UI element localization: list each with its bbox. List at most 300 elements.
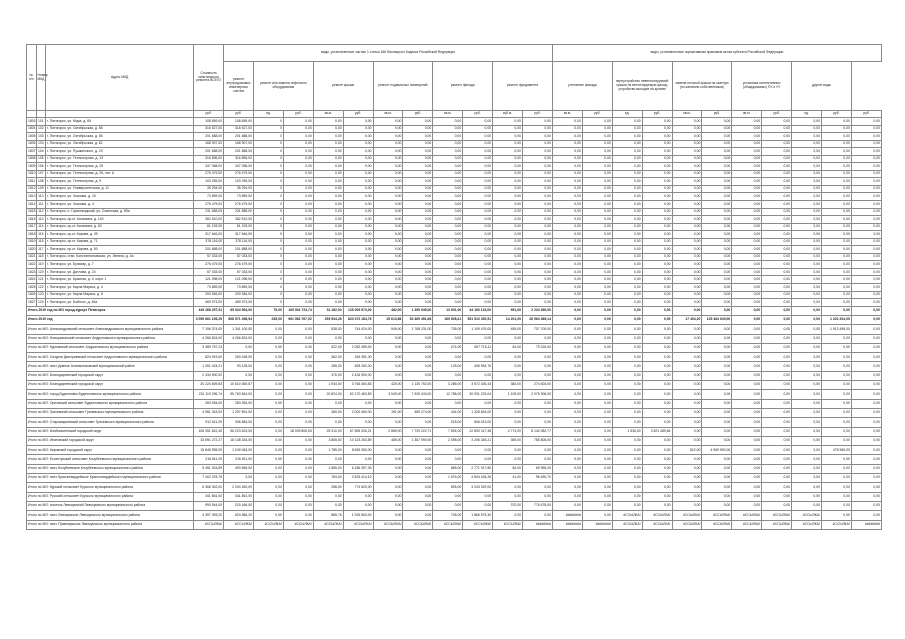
total-value-cell: 0,00 bbox=[552, 343, 582, 352]
total-value-cell: 0,00 bbox=[373, 399, 403, 408]
total-value-cell: 0,00 bbox=[732, 436, 762, 445]
value-cell: 0,00 bbox=[792, 231, 822, 239]
total-value-cell: 14 201,00 bbox=[493, 315, 523, 324]
total-value-cell: 0,00 bbox=[851, 390, 881, 399]
total-value-cell: 0,00 bbox=[552, 418, 582, 427]
unit-cell: руб. bbox=[582, 111, 612, 118]
total-value-cell: 0,00 bbox=[253, 343, 283, 352]
value-cell: 0,00 bbox=[523, 133, 553, 141]
value-cell: 0,00 bbox=[732, 216, 762, 224]
unit-cell: ед. bbox=[253, 111, 283, 118]
total-value-cell: 7 196 374,00 bbox=[194, 325, 224, 334]
total-value-cell: 0,00 bbox=[523, 399, 553, 408]
value-cell: 0,00 bbox=[283, 118, 313, 126]
value-cell: 0,00 bbox=[552, 185, 582, 193]
total-value-cell: 0,00 bbox=[732, 427, 762, 436]
total-value-cell: 0,00 bbox=[821, 408, 851, 417]
total-value-cell: 0,00 bbox=[732, 306, 762, 315]
total-value-cell: 0,00 bbox=[851, 427, 881, 436]
header-foundation: ремонт фундамента bbox=[493, 62, 553, 111]
total-value-cell: #ССЫЛКА! bbox=[821, 520, 851, 529]
value-cell: 0,00 bbox=[702, 170, 732, 178]
value-cell: 0,00 bbox=[582, 163, 612, 171]
value-cell: 0,00 bbox=[523, 125, 553, 133]
total-cost-cell: 57 033,00 bbox=[194, 268, 224, 276]
total-value-cell: 808 571 498,94 bbox=[224, 315, 254, 324]
value-cell: 0,00 bbox=[433, 201, 463, 209]
value-cell: 0,00 bbox=[582, 178, 612, 186]
total-value-cell: 0,00 bbox=[702, 334, 732, 343]
total-value-cell: 0,00 bbox=[224, 474, 254, 483]
value-cell: 0,00 bbox=[343, 163, 373, 171]
row-number: 1818 bbox=[27, 231, 37, 239]
value-cell: 0,00 bbox=[762, 125, 792, 133]
value-cell: 0,00 bbox=[851, 140, 881, 148]
value-cell: 0,00 bbox=[403, 118, 433, 126]
value-cell: 0,00 bbox=[403, 163, 433, 171]
total-value-cell: 341 861,00 bbox=[224, 492, 254, 501]
value-cell: 0,00 bbox=[343, 193, 373, 201]
value-cell: 0,00 bbox=[672, 261, 702, 269]
value-cell: 0,00 bbox=[283, 216, 313, 224]
total-value-cell: 0,00 bbox=[433, 501, 463, 510]
total-cost-cell: 73 859,00 bbox=[194, 193, 224, 201]
total-value-cell: 0,00 bbox=[821, 390, 851, 399]
total-value-cell: 2 204 450,00 bbox=[224, 483, 254, 492]
total-value-cell: 69 924 994,00 bbox=[224, 306, 254, 315]
total-value-cell: 0,00 bbox=[612, 399, 642, 408]
total-value-cell: 0,00 bbox=[851, 315, 881, 324]
total-value-cell: 0,00 bbox=[702, 483, 732, 492]
building-address: г. Пятигорск, ул. Теплосерная, д. 25 bbox=[46, 163, 194, 171]
value-cell: 0,00 bbox=[732, 276, 762, 284]
value-cell: 0,00 bbox=[732, 223, 762, 231]
value-cell: 0,00 bbox=[283, 178, 313, 186]
total-value-cell: 0,00 bbox=[373, 474, 403, 483]
total-value-cell: 0,00 bbox=[523, 418, 553, 427]
value-cell: 0,00 bbox=[821, 238, 851, 246]
total-value-cell: 0,00 bbox=[821, 399, 851, 408]
total-value-cell: 0,00 bbox=[582, 381, 612, 390]
total-value-cell: 489 274,00 bbox=[403, 408, 433, 417]
total-value-cell: 705,00 bbox=[433, 511, 463, 520]
total-value-cell: 0,00 bbox=[762, 436, 792, 445]
value-cell: 0,00 bbox=[672, 284, 702, 292]
value-cell: 0,00 bbox=[463, 276, 493, 284]
value-cell: 0,00 bbox=[523, 284, 553, 292]
total-value-cell: 0,00 bbox=[732, 399, 762, 408]
total-value-cell: 3 766 464,83 bbox=[343, 381, 373, 390]
total-value-cell: 824 519,00 bbox=[194, 353, 224, 362]
value-cell: 0,00 bbox=[821, 155, 851, 163]
total-row bbox=[27, 390, 882, 399]
value-cell: 0,00 bbox=[552, 118, 582, 126]
value-cell: 0,00 bbox=[732, 118, 762, 126]
building-address: г. Пятигорск, ул. Университетская, д. 11 bbox=[46, 185, 194, 193]
total-value-cell: 603 856,20 bbox=[224, 511, 254, 520]
value-cell: 0,00 bbox=[642, 155, 672, 163]
value-cell: 0,00 bbox=[373, 118, 403, 126]
value-cell: 0,00 bbox=[762, 253, 792, 261]
header-basement: ремонт подвальных помещений bbox=[373, 62, 433, 111]
total-value-cell: 0,00 bbox=[343, 399, 373, 408]
value-cell: 0,00 bbox=[702, 140, 732, 148]
total-value-cell: 44 160 123,00 bbox=[463, 306, 493, 315]
total-value-cell: 478 965,00 bbox=[821, 446, 851, 455]
total-value-cell: 1 926 563,00 bbox=[343, 511, 373, 520]
value-cell: 0,00 bbox=[582, 170, 612, 178]
value-cell: 0,00 bbox=[851, 299, 881, 307]
total-value-cell: 0,00 bbox=[672, 418, 702, 427]
value-cell: 0,00 bbox=[851, 231, 881, 239]
value-cell: 0,00 bbox=[762, 284, 792, 292]
value-cell: 0,00 bbox=[403, 291, 433, 299]
value-cell: 0,00 bbox=[403, 216, 433, 224]
value-cell: 0,00 bbox=[762, 118, 792, 126]
value-cell: 0,00 bbox=[403, 284, 433, 292]
total-value-cell: 0,00 bbox=[582, 325, 612, 334]
value-cell: 0,00 bbox=[552, 223, 582, 231]
value-cell: 0,00 bbox=[582, 216, 612, 224]
building-address: г. Пятигорск, пр-кт. Кирова, д. 50 bbox=[46, 246, 194, 254]
value-cell: 0,00 bbox=[821, 223, 851, 231]
total-value-cell: #ССЫЛКА! bbox=[672, 511, 702, 520]
value-cell: 0 bbox=[253, 118, 283, 126]
value-cell: 0,00 bbox=[403, 140, 433, 148]
building-address: г. Пятигорск, ул. Октябрьская, д. 58 bbox=[46, 125, 194, 133]
value-cell: 0 bbox=[253, 253, 283, 261]
total-value-cell: 0,00 bbox=[762, 343, 792, 352]
total-label: Итого по МО: село Дивное Апанасенковский муниципальный район bbox=[27, 362, 194, 371]
value-cell: 0,00 bbox=[582, 238, 612, 246]
value-cell: 0,00 bbox=[313, 291, 343, 299]
internal-systems-cell: 316 896,00 bbox=[224, 155, 254, 163]
value-cell: 0,00 bbox=[523, 178, 553, 186]
total-value-cell: ######## bbox=[552, 520, 582, 529]
table-row bbox=[27, 208, 882, 216]
total-value-cell: 4 266 824,00 bbox=[224, 334, 254, 343]
value-cell: 0,00 bbox=[792, 163, 822, 171]
total-rows bbox=[27, 306, 882, 529]
table-row bbox=[27, 193, 882, 201]
value-cell: 0,00 bbox=[313, 178, 343, 186]
total-value-cell: 0,00 bbox=[642, 390, 672, 399]
value-cell: 0,00 bbox=[283, 246, 313, 254]
value-cell: 0,00 bbox=[373, 216, 403, 224]
building-address: г. Пятигорск, пр-кт. Калинина, д. 143 bbox=[46, 216, 194, 224]
value-cell: 0,00 bbox=[612, 246, 642, 254]
value-cell: 0,00 bbox=[821, 284, 851, 292]
total-value-cell: 2 434 900,00 bbox=[343, 371, 373, 380]
value-cell: 0,00 bbox=[403, 155, 433, 163]
total-value-cell: 0,00 bbox=[582, 427, 612, 436]
total-value-cell: 0,00 bbox=[642, 343, 672, 352]
value-cell: 0,00 bbox=[493, 231, 523, 239]
total-value-cell: 0,00 bbox=[403, 343, 433, 352]
value-cell: 0,00 bbox=[403, 238, 433, 246]
total-value-cell: 0,00 bbox=[762, 408, 792, 417]
total-value-cell: 0,00 bbox=[792, 418, 822, 427]
value-cell: 0,00 bbox=[642, 276, 672, 284]
value-cell: 0,00 bbox=[642, 193, 672, 201]
total-value-cell: #ССЫЛКА! bbox=[792, 520, 822, 529]
total-value-cell: 1 109 476,00 bbox=[463, 325, 493, 334]
value-cell: 0,00 bbox=[313, 163, 343, 171]
value-cell: 0,00 bbox=[702, 118, 732, 126]
building-number: 123 bbox=[36, 291, 46, 299]
value-cell: 0,00 bbox=[552, 125, 582, 133]
table-row bbox=[27, 291, 882, 299]
total-value-cell: 0,00 bbox=[433, 399, 463, 408]
value-cell: 0,00 bbox=[313, 208, 343, 216]
internal-systems-cell: 81 193,00 bbox=[224, 223, 254, 231]
value-cell: 0,00 bbox=[313, 148, 343, 156]
total-label: Итого по МО: Курсавский сельсовет Андроповского муниципального района bbox=[27, 343, 194, 352]
total-value-cell: 0,00 bbox=[851, 362, 881, 371]
total-row bbox=[27, 315, 882, 324]
total-value-cell: 0,00 bbox=[702, 381, 732, 390]
total-value-cell: 0,00 bbox=[792, 353, 822, 362]
total-value-cell: 0,00 bbox=[493, 446, 523, 455]
total-value-cell: 0,00 bbox=[253, 436, 283, 445]
total-value-cell: 20 224 609,83 bbox=[194, 381, 224, 390]
total-value-cell: 0,00 bbox=[373, 464, 403, 473]
value-cell: 0,00 bbox=[343, 185, 373, 193]
total-value-cell: 0,00 bbox=[642, 353, 672, 362]
internal-systems-cell: 316 527,00 bbox=[224, 125, 254, 133]
building-number: 124 bbox=[36, 299, 46, 307]
total-value-cell: 0,00 bbox=[642, 492, 672, 501]
value-cell: 0,00 bbox=[493, 268, 523, 276]
total-value-cell: 0,00 bbox=[582, 455, 612, 464]
total-value-cell: #ССЫЛКА! bbox=[433, 520, 463, 529]
total-value-cell: 0,00 bbox=[463, 446, 493, 455]
value-cell: 0,00 bbox=[612, 193, 642, 201]
total-value-cell: #ССЫЛКА! bbox=[373, 520, 403, 529]
total-value-cell: 0,00 bbox=[493, 334, 523, 343]
total-value-cell: ######## bbox=[523, 520, 553, 529]
value-cell: 0,00 bbox=[851, 238, 881, 246]
value-cell: 0,00 bbox=[403, 201, 433, 209]
value-cell: 0,00 bbox=[373, 163, 403, 171]
value-cell: 0,00 bbox=[373, 125, 403, 133]
total-value-cell: 0,00 bbox=[582, 353, 612, 362]
building-address: г. Пятигорск, ул. Бульвар, д. 7 bbox=[46, 261, 194, 269]
value-cell: 0,00 bbox=[283, 155, 313, 163]
value-cell: 0,00 bbox=[612, 133, 642, 141]
row-number: 1815 bbox=[27, 208, 37, 216]
internal-systems-cell: 57 033,00 bbox=[224, 268, 254, 276]
total-value-cell: 0,00 bbox=[582, 511, 612, 520]
total-value-cell: ######## bbox=[851, 520, 881, 529]
value-cell: 0,00 bbox=[851, 133, 881, 141]
total-value-cell: 606 013,00 bbox=[463, 418, 493, 427]
value-cell: 0,00 bbox=[732, 140, 762, 148]
total-value-cell: 0,00 bbox=[253, 474, 283, 483]
value-cell: 0,00 bbox=[373, 201, 403, 209]
total-value-cell: #ССЫЛКА! bbox=[672, 520, 702, 529]
table-row bbox=[27, 253, 882, 261]
header-facade-insulation: утепление фасада bbox=[552, 62, 612, 111]
total-value-cell: 3 865,00 bbox=[313, 436, 343, 445]
total-label: Итого по МО: Ессентукский сельсовет Кочубеевского муниципального района bbox=[27, 455, 194, 464]
total-value-cell: 0,00 bbox=[612, 418, 642, 427]
total-value-cell: 0,00 bbox=[493, 492, 523, 501]
total-value-cell: 18 138 334,00 bbox=[224, 436, 254, 445]
value-cell: 0,00 bbox=[702, 268, 732, 276]
value-cell: 0,00 bbox=[792, 261, 822, 269]
total-value-cell: 0,00 bbox=[642, 371, 672, 380]
total-value-cell: #ССЫЛКА! bbox=[343, 520, 373, 529]
total-value-cell: #ССЫЛКА! bbox=[313, 520, 343, 529]
value-cell: 0,00 bbox=[463, 238, 493, 246]
total-value-cell: 0,00 bbox=[612, 464, 642, 473]
value-cell: 0,00 bbox=[582, 291, 612, 299]
total-value-cell: 0,00 bbox=[253, 492, 283, 501]
building-number: 104 bbox=[36, 148, 46, 156]
total-value-cell: 0,00 bbox=[403, 501, 433, 510]
total-value-cell: 0,00 bbox=[582, 474, 612, 483]
total-value-cell: 0,00 bbox=[283, 501, 313, 510]
total-value-cell: 0,00 bbox=[702, 353, 732, 362]
total-value-cell: 0,00 bbox=[851, 446, 881, 455]
total-value-cell: 0,00 bbox=[253, 455, 283, 464]
value-cell: 0,00 bbox=[762, 216, 792, 224]
value-cell: 0,00 bbox=[762, 299, 792, 307]
total-value-cell: 0,00 bbox=[642, 455, 672, 464]
value-cell: 0,00 bbox=[463, 148, 493, 156]
value-cell: 0,00 bbox=[463, 163, 493, 171]
value-cell: 0,00 bbox=[732, 291, 762, 299]
value-cell: 0,00 bbox=[523, 231, 553, 239]
total-value-cell: 0,00 bbox=[612, 483, 642, 492]
value-cell: 0,00 bbox=[552, 284, 582, 292]
value-cell: 0,00 bbox=[313, 125, 343, 133]
unit-cell: руб. bbox=[194, 111, 224, 118]
value-cell: 0,00 bbox=[642, 261, 672, 269]
value-cell: 0,00 bbox=[283, 276, 313, 284]
value-cell: 0,00 bbox=[642, 253, 672, 261]
value-cell: 0,00 bbox=[373, 261, 403, 269]
total-value-cell: 805,00 bbox=[433, 483, 463, 492]
total-value-cell: 4 397 393,20 bbox=[194, 511, 224, 520]
total-row bbox=[27, 334, 882, 343]
total-value-cell: 0,00 bbox=[672, 483, 702, 492]
value-cell: 0,00 bbox=[463, 284, 493, 292]
value-cell: 0 bbox=[253, 261, 283, 269]
total-value-cell: 0,00 bbox=[851, 464, 881, 473]
building-address: г. Пятигорск, ул. Карла Маркса, д. 4 bbox=[46, 284, 194, 292]
total-value-cell: #ССЫЛКА! bbox=[642, 520, 672, 529]
value-cell: 0,00 bbox=[851, 291, 881, 299]
total-value-cell: 0,00 bbox=[403, 371, 433, 380]
value-cell: 0,00 bbox=[672, 185, 702, 193]
value-cell: 0,00 bbox=[403, 193, 433, 201]
building-rows bbox=[27, 118, 882, 307]
building-address: г. Пятигорск, пр-кт. Кирова, д. 71 bbox=[46, 238, 194, 246]
total-value-cell: 0,00 bbox=[851, 408, 881, 417]
total-value-cell: 18 039 806,53 bbox=[283, 427, 313, 436]
value-cell: 0,00 bbox=[283, 208, 313, 216]
total-value-cell: 0,00 bbox=[792, 343, 822, 352]
total-value-cell: 283 054,00 bbox=[224, 399, 254, 408]
total-value-cell: 0,00 bbox=[642, 306, 672, 315]
total-value-cell: 41,00 bbox=[493, 474, 523, 483]
total-value-cell: 69 995,20 bbox=[523, 464, 553, 473]
total-value-cell: 0,00 bbox=[762, 315, 792, 324]
value-cell: 0,00 bbox=[642, 170, 672, 178]
building-number: 101 bbox=[36, 118, 46, 126]
total-value-cell: 0,00 bbox=[283, 371, 313, 380]
total-row bbox=[27, 343, 882, 352]
unit-cell: руб. bbox=[762, 111, 792, 118]
total-row bbox=[27, 371, 882, 380]
total-value-cell: #ССЫЛКА! bbox=[792, 511, 822, 520]
value-cell: 0,00 bbox=[732, 125, 762, 133]
value-cell: 0,00 bbox=[642, 163, 672, 171]
total-value-cell: 0,00 bbox=[792, 390, 822, 399]
total-value-cell: 0,00 bbox=[792, 334, 822, 343]
value-cell: 0,00 bbox=[433, 231, 463, 239]
value-cell: 0,00 bbox=[792, 170, 822, 178]
value-cell: 0,00 bbox=[821, 268, 851, 276]
value-cell: 0,00 bbox=[283, 125, 313, 133]
total-cost-cell: 316 896,00 bbox=[194, 155, 224, 163]
building-number: 107 bbox=[36, 170, 46, 178]
total-value-cell: 0,00 bbox=[672, 464, 702, 473]
total-value-cell: 0,00 bbox=[493, 399, 523, 408]
value-cell: 0,00 bbox=[582, 208, 612, 216]
total-value-cell: 0,00 bbox=[642, 399, 672, 408]
value-cell: 0,00 bbox=[493, 125, 523, 133]
total-value-cell: 0,00 bbox=[523, 492, 553, 501]
total-value-cell: 0,00 bbox=[253, 381, 283, 390]
units-row bbox=[27, 111, 882, 118]
value-cell: 0,00 bbox=[821, 208, 851, 216]
total-value-cell: 0,00 bbox=[821, 455, 851, 464]
total-value-cell: 0,00 bbox=[732, 474, 762, 483]
total-value-cell: 231 119 296,74 bbox=[194, 390, 224, 399]
total-value-cell: 0,00 bbox=[253, 483, 283, 492]
value-cell: 0 bbox=[253, 185, 283, 193]
value-cell: 0,00 bbox=[851, 148, 881, 156]
building-number: 112 bbox=[36, 208, 46, 216]
total-cost-cell: 201 688,00 bbox=[194, 148, 224, 156]
internal-systems-cell: 382 510,00 bbox=[224, 216, 254, 224]
value-cell: 0,00 bbox=[433, 208, 463, 216]
value-cell: 0,00 bbox=[343, 253, 373, 261]
total-value-cell: 1 934,00 bbox=[313, 381, 343, 390]
row-number: 1813 bbox=[27, 193, 37, 201]
total-value-cell: 0,00 bbox=[612, 501, 642, 510]
total-value-cell: 774 620,00 bbox=[343, 483, 373, 492]
total-value-cell: 0,00 bbox=[582, 315, 612, 324]
value-cell: 0,00 bbox=[732, 231, 762, 239]
total-value-cell: 255 534,26 bbox=[313, 315, 343, 324]
total-value-cell: 3 059 661 106,29 bbox=[194, 315, 224, 324]
value-cell: 0,00 bbox=[672, 299, 702, 307]
value-cell: 0,00 bbox=[851, 155, 881, 163]
total-value-cell: 0,00 bbox=[672, 306, 702, 315]
row-number: 1817 bbox=[27, 223, 37, 231]
value-cell: 0,00 bbox=[762, 208, 792, 216]
total-value-cell: 0,00 bbox=[493, 483, 523, 492]
value-cell: 0,00 bbox=[702, 299, 732, 307]
total-value-cell: 0,00 bbox=[523, 408, 553, 417]
value-cell: 0,00 bbox=[283, 268, 313, 276]
value-cell: 0,00 bbox=[343, 291, 373, 299]
total-value-cell: #ССЫЛКА! bbox=[403, 520, 433, 529]
